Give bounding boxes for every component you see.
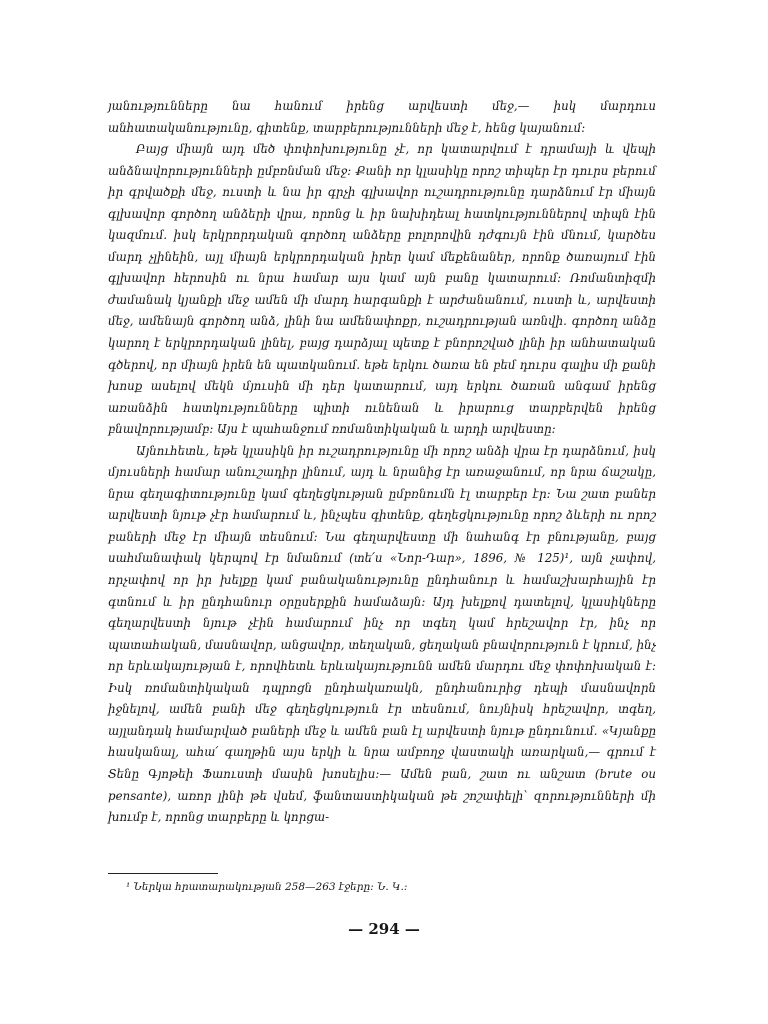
footnote-divider <box>108 873 218 874</box>
paragraph-2: Բայց միայն այդ մեծ փոփոխությունը չէ, որ կատարվում է դրամայի և վեպի անձնավորությունների ըմբռնման մեջ։ Քանի որ կլասիկը որոշ տիպեր էր դուրս բերում իր գրվածքի մեջ, ուստի և նա իր գրչի գլխավոր ուշադրությունը դարձնում էր միայն գլխավոր գործող անձերի վրա, որոնց և իր նախիդեալ հատկություններով տիպն էին կազմում. իսկ երկրորդական գործող անձերը բոլորովին դժգույն էին մնում, կարծես մարդ չլինեին, այլ միայն երկրորդական իրեր կամ մեքենաներ, որոնք ծառայում էին գլխավոր հերոսին ու նրա համար այս կամ այն բանը կատարում։ Ռոմանտիզմի ժամանակ կյանքի մեջ ամեն մի մարդ հարգանքի է արժանանում, ուստի և, արվեստի մեջ, ամենայն գործող անձ, լինի նա ամենափոքր, ուշադրության առնվի. գործող անձը կարող է երկրորդական լինել, բայց դարձյալ պետք է բնորոշված լինի իր անհատական գծերով, որ միայն իրեն են պատկանում. եթե երկու ծառա են բեմ դուրս գալիս մի քանի խոսք ասելով մեկն մյուսին մի դեր կատարում, այդ երկու ծառան անգամ իրենց առանձին հատկությունները պիտի ունենան և իրարուց տարբերվեն իրենց բնավորությամբ։ Այս է պահանջում ռոմանտիկական և արդի արվեստը։ <box>108 142 656 437</box>
main-text <box>108 96 656 829</box>
page-number: — 294 — <box>348 920 420 938</box>
paragraph-3: Այնուհետև, եթե կլասիկն իր ուշադրությունը մի որոշ անձի վրա էր դարձնում, իսկ մյուսների համար անուշադիր լինում, այդ և նրանից էր առաջանում, որ նրա ճաշակը, նրա գեղագիտությունը կամ գեղեցկության ըմբռնումն էլ տարբեր էր։ Նա շատ բաներ արվեստի նյութ չէր համարում և, ինչպես գիտենք, գեղեցկությունը որոշ ձևերի ու որոշ բաների մեջ էր միայն տեսնում։ Նա գեղարվեստը մի նահանգ էր բնությանը, բայց սահմանափակ կերպով էր նմանում (տե՛ս «Նոր-Դար», 1896, № 125)¹, այն չափով, որչափով որ իր խելքը կամ բանականությունը ընդհանուր և համաշխարհային էր գտնում և իր ընդհանուր օրըսերքին համաձայն։ Այդ խելքով դատելով, կլասիկները գեղարվեստի նյութ չէին համարում ինչ որ տգեղ կամ հրեշավոր էր, ինչ որ պատահական, մասնավոր, անցավոր, տեղական, ցեղական բնավորություն է կրում, ինչ որ երևակայության է, որովհետև երևակայությունն ամեն մարդու մեջ փոփոխական է։ Իսկ ռոմանտիկական դպրոցն ընդհակառակն, ընդհանուրից դեպի մասնավորն իջնելով, ամեն բանի մեջ գեղեցկություն էր տեսնում, նույնիսկ հրեշավոր, տգեղ, այլանդակ համարված բաների մեջ և ամեն բան էլ արվեստի նյութ ընդունում. «Կյանքը հասկանալ, ահա՛ գաղթին այս երկի և նրա ամբողջ վաստակի առարկան,— գրում է Տենը Գյոթեի Ֆաուստի մասին խոսելիս։— Ամեն բան, շատ ու անշատ (brute ou pensante), առոր լինի թե վսեմ, ֆանտաստիկական թե շոշափելի՝ զորությունների մի խումբ է, որոնց տարբերը և կորցա- <box>108 443 656 825</box>
paragraph-1: յանությունները նա հանում իրենց արվեստի մեջ,— իսկ մարդուս անհատականությունը, գիտենք, տարբերությունների մեջ է, հենց կայանում։ <box>108 99 656 135</box>
footnote: ¹ Ներկա հրատարակության 258—263 էջերը։ Ն. Կ.։ <box>126 881 408 893</box>
